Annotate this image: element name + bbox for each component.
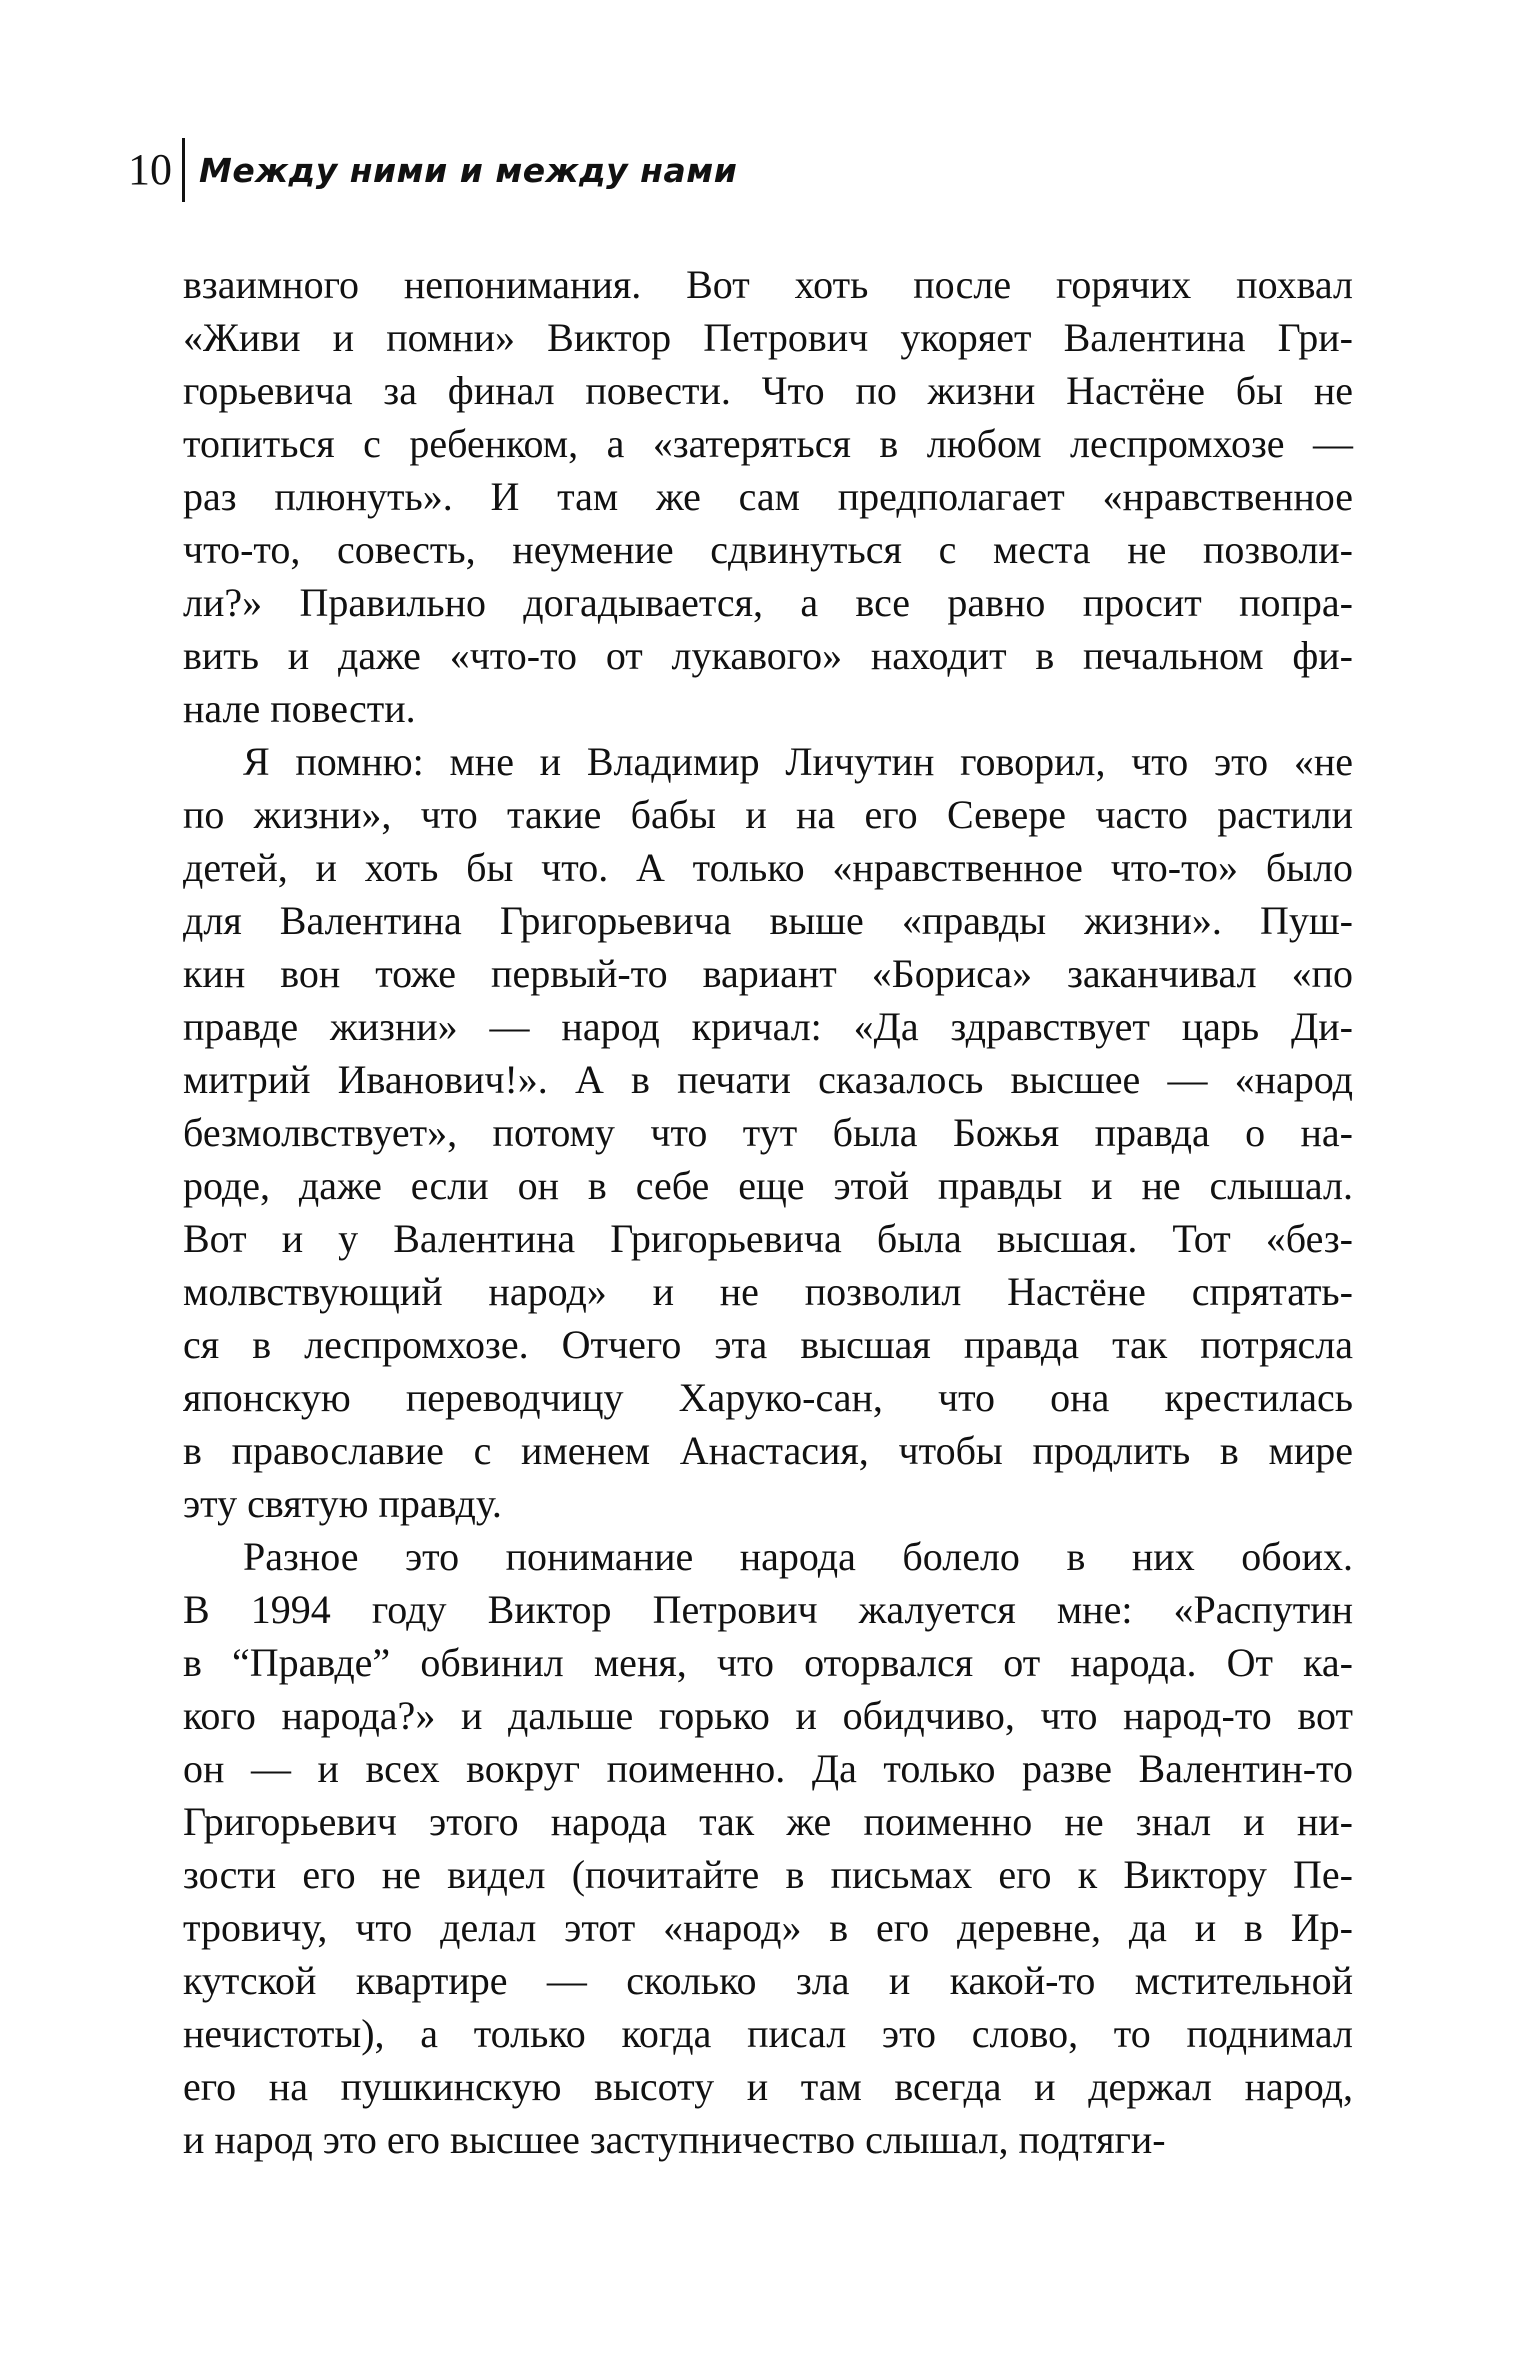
text-line: Я помню: мне и Владимир Личутин говорил, что это «не	[243, 739, 1353, 784]
text-line: роде, даже если он в себе еще этой правды и не слышал.	[183, 1163, 1353, 1208]
text-line: кутской квартире — сколько зла и какой-то мстительной	[183, 1958, 1353, 2003]
text-line: ся в леспромхозе. Отчего эта высшая правда так потрясла	[183, 1322, 1353, 1367]
text-line: что-то, совесть, неумение сдвинуться с места не позволи-	[183, 527, 1353, 572]
text-line: и народ это его высшее заступничество слышал, подтяги-	[183, 2117, 1166, 2162]
text-line: В 1994 году Виктор Петрович жалуется мне: «Распутин	[183, 1587, 1353, 1632]
text-line: Григорьевич этого народа так же поименно не знал и ни-	[183, 1799, 1353, 1844]
text-line: горьевича за финал повести. Что по жизни Настёне бы не	[183, 368, 1353, 413]
text-line: Разное это понимание народа болело в них обоих.	[243, 1534, 1353, 1579]
text-line: тровичу, что делал этот «народ» в его деревне, да и в Ир-	[183, 1905, 1353, 1950]
text-line: по жизни», что такие бабы и на его Севере часто растили	[183, 792, 1353, 837]
text-line: в “Правде” обвинил меня, что оторвался от народа. От ка-	[183, 1640, 1353, 1685]
text-line: правде жизни» — народ кричал: «Да здравствует царь Ди-	[183, 1004, 1353, 1049]
text-line: безмолвствует», потому что тут была Божья правда о на-	[183, 1110, 1353, 1155]
text-line: ли?» Правильно догадывается, а все равно просит попра-	[183, 580, 1353, 625]
text-line: кого народа?» и дальше горько и обидчиво, что народ-то вот	[183, 1693, 1353, 1738]
text-line: кин вон тоже первый-то вариант «Бориса» заканчивал «по	[183, 951, 1353, 996]
running-head	[128, 138, 737, 202]
text-line: эту святую правду.	[183, 1481, 502, 1526]
text-line: нале повести.	[183, 686, 416, 731]
header-divider	[182, 138, 185, 202]
text-line: он — и всех вокруг поименно. Да только разве Валентин-то	[183, 1746, 1353, 1791]
text-line: для Валентина Григорьевича выше «правды жизни». Пуш-	[183, 898, 1353, 943]
text-line: нечистоты), а только когда писал это слово, то поднимал	[183, 2011, 1353, 2056]
text-line: детей, и хоть бы что. А только «нравственное что-то» было	[183, 845, 1353, 890]
text-line: зости его не видел (почитайте в письмах его к Виктору Пе-	[183, 1852, 1353, 1897]
text-line: вить и даже «что-то от лукавого» находит в печальном фи-	[183, 633, 1353, 678]
body-text	[183, 258, 1353, 2166]
running-title: Между ними и между нами	[199, 150, 738, 190]
text-line: топиться с ребенком, а «затеряться в любом леспромхозе —	[183, 421, 1353, 466]
text-line: раз плюнуть». И там же сам предполагает «нравственное	[183, 474, 1353, 519]
paragraph	[183, 735, 1353, 1530]
text-line: Вот и у Валентина Григорьевича была высшая. Тот «без-	[183, 1216, 1353, 1261]
text-line: в православие с именем Анастасия, чтобы продлить в мире	[183, 1428, 1353, 1473]
paragraph	[183, 258, 1353, 735]
paragraph	[183, 1530, 1353, 2166]
text-line: взаимного непонимания. Вот хоть после горячих похвал	[183, 262, 1353, 307]
text-line: молвствующий народ» и не позволил Настёне спрятать-	[183, 1269, 1353, 1314]
text-line: митрий Иванович!». А в печати сказалось высшее — «народ	[183, 1057, 1353, 1102]
text-line: «Живи и помни» Виктор Петрович укоряет Валентина Гри-	[183, 315, 1353, 360]
page-number: 10	[128, 145, 172, 194]
text-line: японскую переводчицу Харуко-сан, что она крестилась	[183, 1375, 1353, 1420]
text-line: его на пушкинскую высоту и там всегда и держал народ,	[183, 2064, 1353, 2109]
